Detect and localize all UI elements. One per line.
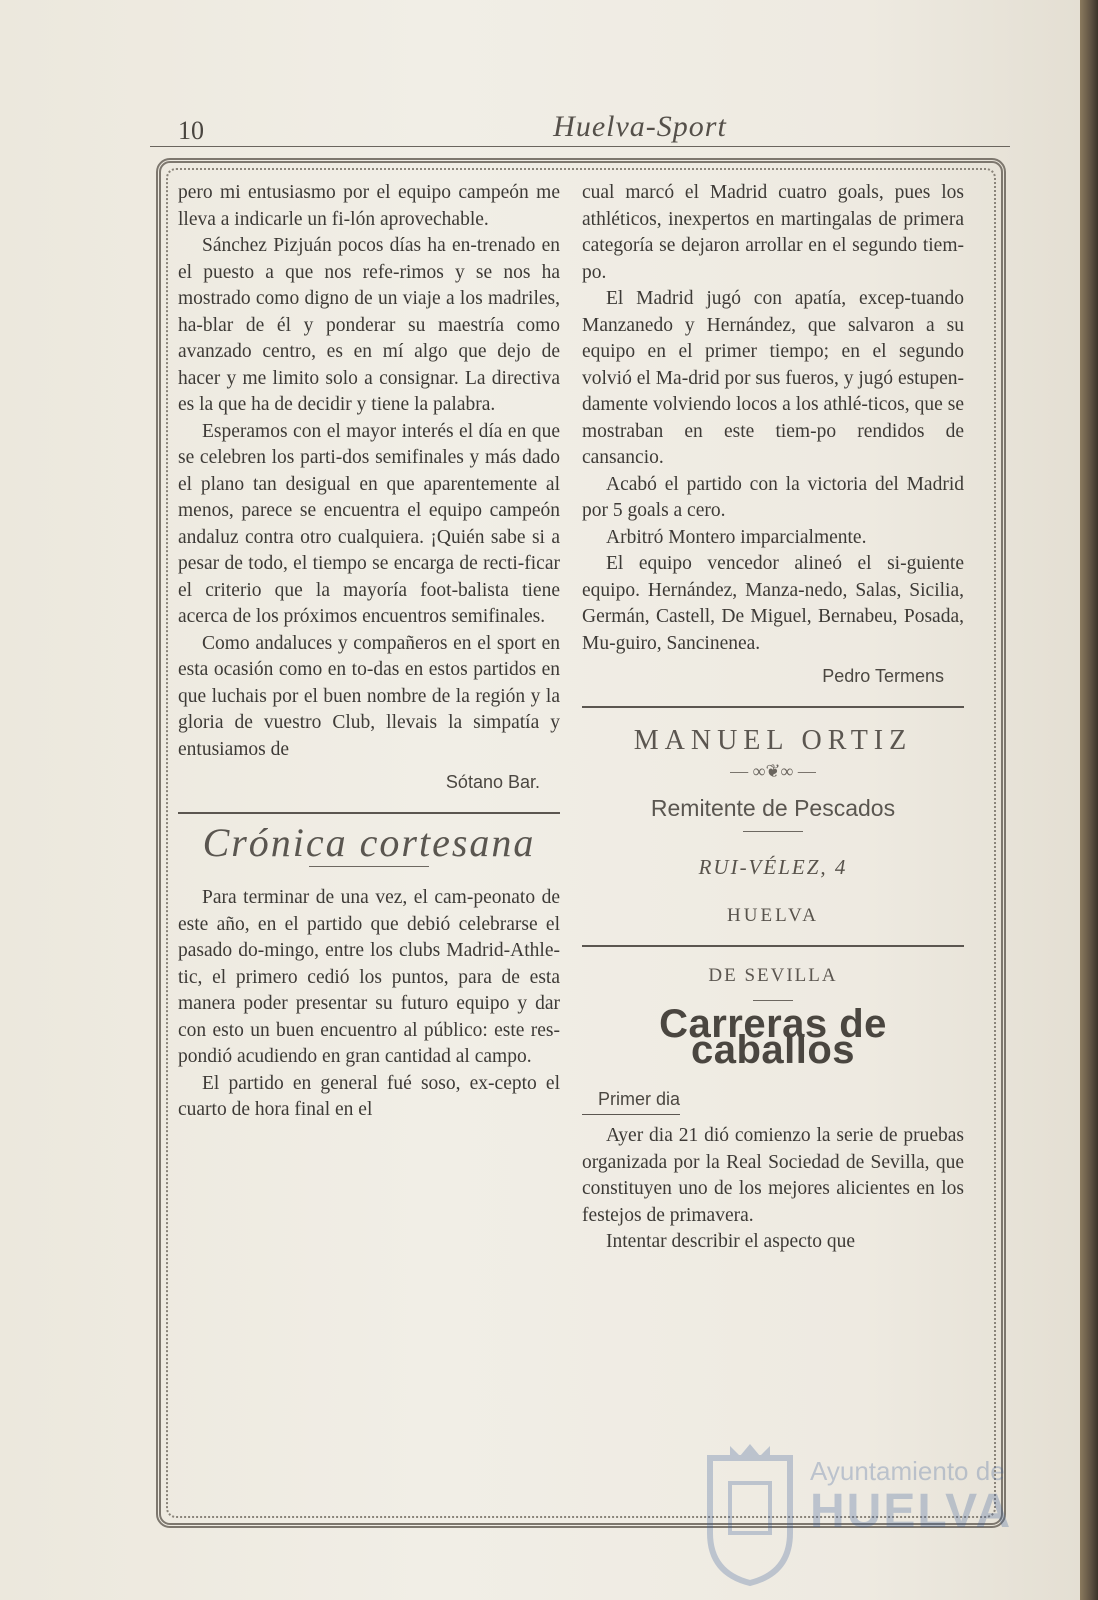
ad-city: HUELVA	[727, 904, 819, 926]
divider	[743, 831, 803, 832]
page-number: 10	[178, 116, 204, 145]
subheading: Primer dia	[582, 1086, 680, 1116]
ornament-icon: — ∞❦∞ —	[730, 761, 816, 781]
divider	[582, 945, 964, 947]
divider	[309, 866, 429, 867]
signature: Sótano Bar.	[445, 772, 540, 792]
right-column	[582, 180, 964, 1256]
ad-subtitle: Remitente de Pescados	[650, 794, 896, 821]
paragraph: El Madrid jugó con apatía, excep-tuando Manzanedo y Hernández, que salvaron a su equipo en el primer tiempo; en el segundo volvió el Ma-drid por sus fueros, y jugó estupen-damente volviendo locos a los athlé-ticos, que se mostraban en este tiem-po rendidos de cansancio.	[582, 288, 964, 468]
divider	[178, 812, 560, 814]
advertisement	[582, 724, 964, 930]
page-header	[150, 108, 1010, 147]
paragraph: El equipo vencedor alineó el si-guiente equipo. Hernández, Manza-nedo, Salas, Sicilia, Germán, Castell, De Miguel, Bernabeu, Posada, Mu-guiro, Sancinenea.	[582, 553, 964, 654]
kicker: DE SEVILLA	[708, 965, 838, 986]
ad-name: MANUEL ORTIZ	[633, 724, 913, 756]
book-spine	[1080, 0, 1098, 1600]
watermark-line1: Ayuntamiento de	[810, 1456, 1005, 1486]
watermark	[700, 1438, 1050, 1588]
divider	[582, 706, 964, 708]
divider	[753, 1000, 793, 1001]
paragraph: Intentar describir el aspecto que	[606, 1231, 856, 1252]
paragraph: Sánchez Pizjuán pocos días ha en-trenado en el puesto a que nos refe-rimos y se nos ha mostrado como digno de un viaje a los madriles, ha-blar de él y ponderar su maestría como avanzado centro, es en mí algo que dejo de hacer y me limito solo a consignar. La directiva es la que ha de decidir y tiene la palabra.	[178, 235, 560, 415]
paragraph: Ayer dia 21 dió comienzo la serie de pruebas organizada por la Real Sociedad de Sevilla, que constituyen uno de los mejores alicientes en los festejos de primavera.	[582, 1125, 964, 1226]
signature: Pedro Termens	[822, 666, 944, 686]
article-title: Carreras de caballos	[659, 1001, 887, 1072]
ad-address: RUI-VÉLEZ, 4	[698, 855, 848, 879]
paragraph: Esperamos con el mayor interés el día en que se celebren los parti-dos semifinales y más dado el plano tan desigual en que aparentemente al menos, parece se encuentra el equipo campeón andaluz contra otro cualquiera. ¡Quién sabe si a pesar de todo, el tiempo se encarga de recti-ficar el criterio que la mayoría foot-balista tiene acerca de los próximos encuentros semifinales.	[178, 420, 560, 627]
paragraph: cual marcó el Madrid cuatro goals, pues los athléticos, inexpertos en martingalas de primera categoría se dejaron arrollar en el segundo tiem-po.	[582, 182, 964, 283]
paragraph: El partido en general fué soso, ex-cepto el cuarto de hora final en el	[178, 1072, 560, 1120]
paragraph: Para terminar de una vez, el cam-peonato de este año, en el partido que debió celebrarse el pasado do-mingo, entre los clubs Madrid-Athle-tic, el primero cedió los puntos, para de esta manera poder presentar su futuro equipo y dar con esto un buen encuentro al público: este res-pondió acudiendo en gran cantidad al campo.	[178, 887, 560, 1067]
paragraph: Arbitró Montero imparcialmente.	[606, 526, 867, 548]
paragraph: Como andaluces y compañeros en el sport en esta ocasión como en to-das en estos partidos en que luchais por el buen nombre de la región y la gloria de vuestro Club, llevais la simpatía y entusiamos de	[178, 632, 560, 760]
left-column	[178, 180, 560, 1124]
section-title: Crónica cortesana	[202, 819, 536, 865]
paragraph: pero mi entusiasmo por el equipo campeón me lleva a indicarle un fi-lón aprovechable.	[178, 182, 560, 230]
magazine-title: Huelva-Sport	[553, 110, 727, 143]
shield-icon	[700, 1438, 800, 1588]
watermark-line2: HUELVA	[810, 1485, 1013, 1538]
paragraph: Acabó el partido con la victoria del Madrid por 5 goals a cero.	[582, 473, 964, 521]
